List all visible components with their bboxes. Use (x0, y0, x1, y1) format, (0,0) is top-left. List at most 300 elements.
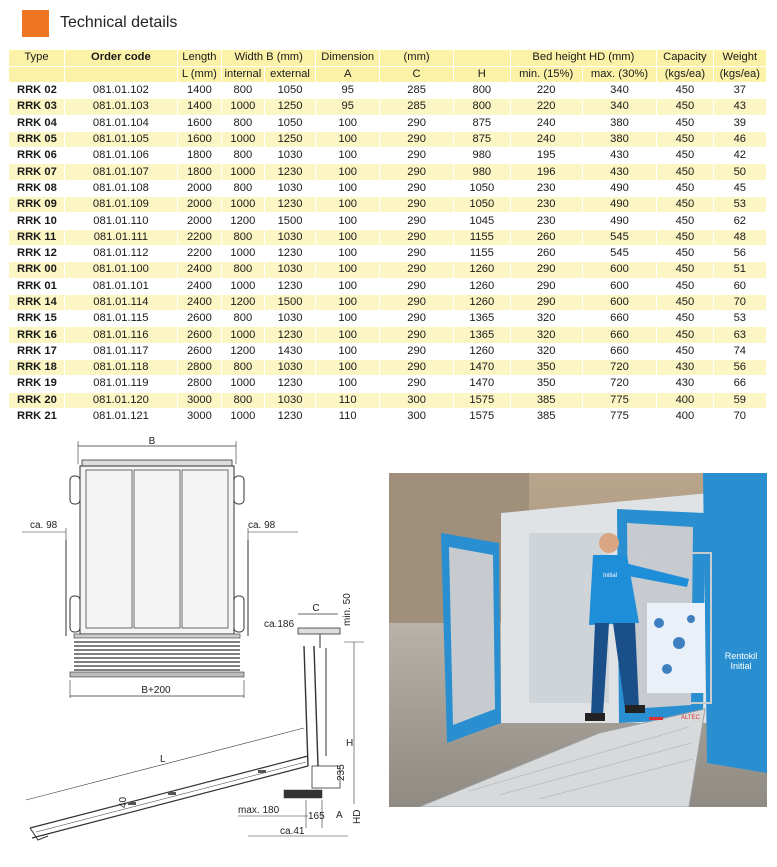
table-cell: 1250 (264, 131, 316, 147)
table-cell: 430 (657, 360, 713, 376)
table-cell: 450 (657, 164, 713, 180)
table-cell: 320 (510, 343, 582, 359)
type-cell: RRK 07 (9, 164, 65, 180)
table-cell: 775 (582, 408, 656, 424)
table-cell: 2400 (177, 278, 221, 294)
table-cell: 081.01.112 (64, 245, 177, 261)
label-ca186: ca.186 (264, 619, 295, 630)
table-cell: 450 (657, 213, 713, 229)
table-cell: 980 (454, 148, 510, 164)
table-cell: 70 (713, 408, 766, 424)
table-cell: 1230 (264, 164, 316, 180)
label-b: B (148, 436, 156, 447)
table-row (9, 262, 767, 278)
col-subheader: A (316, 66, 380, 83)
label-ca41: ca.41 (280, 826, 305, 837)
table-cell: 800 (221, 115, 264, 131)
table-cell: 081.01.100 (64, 262, 177, 278)
table-cell: 1200 (221, 213, 264, 229)
table-cell: 290 (380, 115, 454, 131)
table-cell: 450 (657, 99, 713, 115)
table-row (9, 245, 767, 261)
table-row (9, 213, 767, 229)
table-cell: 51 (713, 262, 766, 278)
table-cell: 800 (221, 311, 264, 327)
table-cell: 1030 (264, 311, 316, 327)
table-cell: 1600 (177, 115, 221, 131)
table-row (9, 343, 767, 359)
table-cell: 1030 (264, 229, 316, 245)
label-hd: HD (352, 809, 363, 824)
table-cell: 2000 (177, 197, 221, 213)
table-cell: 430 (582, 148, 656, 164)
table-cell: 300 (380, 392, 454, 408)
table-cell: 45 (713, 180, 766, 196)
table-row (9, 376, 767, 392)
table-cell: 56 (713, 245, 766, 261)
table-cell: 1000 (221, 376, 264, 392)
section-title: Technical details (60, 14, 178, 31)
table-cell: 1400 (177, 99, 221, 115)
table-cell: 100 (316, 148, 380, 164)
table-row (9, 197, 767, 213)
table-cell: 350 (510, 376, 582, 392)
table-cell: 430 (582, 164, 656, 180)
table-cell: 450 (657, 311, 713, 327)
table-cell: 290 (380, 229, 454, 245)
table-row (9, 180, 767, 196)
table-cell: 380 (582, 115, 656, 131)
table-cell: 290 (380, 327, 454, 343)
col-subheader (9, 66, 65, 83)
col-subheader: H (454, 66, 510, 83)
col-subheader: internal (221, 66, 264, 83)
table-row (9, 311, 767, 327)
table-cell: 450 (657, 327, 713, 343)
type-cell: RRK 11 (9, 229, 65, 245)
table-cell: 285 (380, 83, 454, 99)
col-header: Weight (713, 50, 766, 67)
table-cell: 1575 (454, 408, 510, 424)
table-cell: 1365 (454, 311, 510, 327)
table-cell: 1365 (454, 327, 510, 343)
table-cell: 1230 (264, 245, 316, 261)
ramp-technical-drawing (8, 436, 380, 861)
type-cell: RRK 14 (9, 294, 65, 310)
table-cell: 081.01.108 (64, 180, 177, 196)
table-cell: 2200 (177, 245, 221, 261)
label-h: H (346, 738, 354, 749)
table-cell: 1030 (264, 392, 316, 408)
table-cell: 59 (713, 392, 766, 408)
table-cell: 450 (657, 278, 713, 294)
table-row (9, 229, 767, 245)
table-cell: 1000 (221, 278, 264, 294)
table-cell: 290 (510, 262, 582, 278)
type-cell: RRK 16 (9, 327, 65, 343)
type-cell: RRK 19 (9, 376, 65, 392)
table-cell: 66 (713, 376, 766, 392)
type-cell: RRK 17 (9, 343, 65, 359)
table-cell: 1050 (454, 197, 510, 213)
table-cell: 320 (510, 311, 582, 327)
table-cell: 380 (582, 131, 656, 147)
table-cell: 74 (713, 343, 766, 359)
type-cell: RRK 05 (9, 131, 65, 147)
table-cell: 100 (316, 245, 380, 261)
table-cell: 081.01.119 (64, 376, 177, 392)
table-cell: 63 (713, 327, 766, 343)
table-cell: 1575 (454, 392, 510, 408)
table-cell: 1000 (221, 408, 264, 424)
section-header (22, 8, 177, 38)
table-cell: 081.01.109 (64, 197, 177, 213)
table-cell: 1230 (264, 278, 316, 294)
table-cell: 62 (713, 213, 766, 229)
table-cell: 110 (316, 392, 380, 408)
table-cell: 290 (380, 180, 454, 196)
table-cell: 2400 (177, 262, 221, 278)
table-cell: 230 (510, 197, 582, 213)
table-cell: 720 (582, 376, 656, 392)
col-subheader: min. (15%) (510, 66, 582, 83)
table-cell: 081.01.105 (64, 131, 177, 147)
table-cell: 875 (454, 115, 510, 131)
table-cell: 340 (582, 99, 656, 115)
table-cell: 70 (713, 294, 766, 310)
table-row (9, 278, 767, 294)
table-cell: 430 (657, 376, 713, 392)
type-cell: RRK 18 (9, 360, 65, 376)
table-cell: 1030 (264, 180, 316, 196)
table-cell: 290 (510, 294, 582, 310)
table-row (9, 83, 767, 99)
table-cell: 290 (380, 278, 454, 294)
table-row (9, 99, 767, 115)
ramp-brand: ALTEC (681, 715, 700, 721)
table-cell: 2000 (177, 213, 221, 229)
table-cell: 800 (221, 83, 264, 99)
table-cell: 081.01.107 (64, 164, 177, 180)
col-header (454, 50, 510, 67)
van-body-right (703, 473, 767, 773)
table-cell: 800 (221, 180, 264, 196)
worker-text: Initial (603, 573, 618, 579)
table-cell: 450 (657, 229, 713, 245)
table-cell: 450 (657, 245, 713, 261)
table-cell: 48 (713, 229, 766, 245)
table-cell: 53 (713, 311, 766, 327)
table-cell: 980 (454, 164, 510, 180)
table-cell: 260 (510, 229, 582, 245)
orange-accent-square (22, 10, 49, 37)
table-cell: 1260 (454, 343, 510, 359)
table-cell: 320 (510, 327, 582, 343)
table-cell: 081.01.116 (64, 327, 177, 343)
col-subheader: external (264, 66, 316, 83)
table-cell: 100 (316, 180, 380, 196)
col-header: (mm) (380, 50, 454, 67)
table-cell: 1230 (264, 197, 316, 213)
table-cell: 800 (221, 392, 264, 408)
table-cell: 1030 (264, 262, 316, 278)
type-cell: RRK 04 (9, 115, 65, 131)
label-b-plus-200: B+200 (141, 685, 171, 696)
van-ramp-photo (389, 473, 767, 807)
table-cell: 1800 (177, 164, 221, 180)
table-cell: 600 (582, 278, 656, 294)
table-cell: 545 (582, 245, 656, 261)
table-row (9, 131, 767, 147)
table-cell: 100 (316, 213, 380, 229)
table-cell: 1030 (264, 148, 316, 164)
label-min50: min. 50 (342, 593, 353, 626)
table-cell: 081.01.115 (64, 311, 177, 327)
label-ca98-left: ca. 98 (30, 520, 58, 531)
table-cell: 081.01.118 (64, 360, 177, 376)
table-cell: 385 (510, 408, 582, 424)
table-cell: 1000 (221, 245, 264, 261)
table-cell: 800 (221, 360, 264, 376)
col-header: Bed height HD (mm) (510, 50, 657, 67)
table-cell: 290 (380, 164, 454, 180)
table-cell: 800 (221, 262, 264, 278)
type-cell: RRK 15 (9, 311, 65, 327)
table-cell: 100 (316, 115, 380, 131)
table-cell: 1260 (454, 262, 510, 278)
table-cell: 110 (316, 408, 380, 424)
table-cell: 450 (657, 83, 713, 99)
table-cell: 660 (582, 343, 656, 359)
table-cell: 196 (510, 164, 582, 180)
table-cell: 600 (582, 262, 656, 278)
col-subheader: C (380, 66, 454, 83)
label-165: 165 (308, 811, 325, 822)
table-cell: 1000 (221, 197, 264, 213)
table-cell: 260 (510, 245, 582, 261)
table-cell: 081.01.111 (64, 229, 177, 245)
table-cell: 100 (316, 376, 380, 392)
table-cell: 1260 (454, 278, 510, 294)
table-cell: 1155 (454, 245, 510, 261)
type-cell: RRK 03 (9, 99, 65, 115)
table-header-row-2 (9, 66, 767, 83)
table-row (9, 392, 767, 408)
table-cell: 290 (380, 360, 454, 376)
table-cell: 800 (454, 83, 510, 99)
table-cell: 290 (380, 148, 454, 164)
table-cell: 800 (221, 148, 264, 164)
table-cell: 95 (316, 83, 380, 99)
table-cell: 290 (380, 131, 454, 147)
table-cell: 775 (582, 392, 656, 408)
type-cell: RRK 06 (9, 148, 65, 164)
table-row (9, 327, 767, 343)
table-cell: 100 (316, 131, 380, 147)
label-40: 40 (118, 796, 129, 808)
table-row (9, 148, 767, 164)
table-cell: 60 (713, 278, 766, 294)
table-cell: 100 (316, 197, 380, 213)
table-cell: 1230 (264, 327, 316, 343)
table-header-row-1 (9, 50, 767, 67)
col-header: Length (177, 50, 221, 67)
table-cell: 1470 (454, 360, 510, 376)
table-cell: 1500 (264, 294, 316, 310)
table-cell: 100 (316, 278, 380, 294)
table-body (9, 83, 767, 425)
table-cell: 100 (316, 327, 380, 343)
label-l: L (160, 754, 166, 765)
table-cell: 720 (582, 360, 656, 376)
table-cell: 081.01.110 (64, 213, 177, 229)
table-cell: 1000 (221, 131, 264, 147)
col-header: Width B (mm) (221, 50, 315, 67)
table-cell: 1600 (177, 131, 221, 147)
table-cell: 290 (380, 294, 454, 310)
table-cell: 56 (713, 360, 766, 376)
type-cell: RRK 01 (9, 278, 65, 294)
table-row (9, 294, 767, 310)
table-cell: 3000 (177, 392, 221, 408)
table-cell: 490 (582, 197, 656, 213)
table-cell: 2800 (177, 376, 221, 392)
table-cell: 100 (316, 294, 380, 310)
type-cell: RRK 09 (9, 197, 65, 213)
table-cell: 490 (582, 213, 656, 229)
table-cell: 100 (316, 229, 380, 245)
table-cell: 50 (713, 164, 766, 180)
table-row (9, 164, 767, 180)
table-cell: 1000 (221, 99, 264, 115)
table-cell: 450 (657, 180, 713, 196)
table-cell: 100 (316, 164, 380, 180)
table-cell: 100 (316, 343, 380, 359)
van-text-initial: Initial (730, 661, 752, 671)
table-cell: 450 (657, 148, 713, 164)
table-cell: 1000 (221, 327, 264, 343)
table-cell: 1045 (454, 213, 510, 229)
col-subheader (64, 66, 177, 83)
table-cell: 290 (380, 197, 454, 213)
table-cell: 1430 (264, 343, 316, 359)
col-header: Dimension (316, 50, 380, 67)
table-cell: 100 (316, 262, 380, 278)
table-cell: 2600 (177, 327, 221, 343)
table-cell: 081.01.106 (64, 148, 177, 164)
table-cell: 95 (316, 99, 380, 115)
type-cell: RRK 08 (9, 180, 65, 196)
label-235: 235 (336, 764, 347, 781)
table-cell: 1230 (264, 408, 316, 424)
table-cell: 290 (380, 343, 454, 359)
table-cell: 1200 (221, 294, 264, 310)
type-cell: RRK 21 (9, 408, 65, 424)
table-cell: 081.01.102 (64, 83, 177, 99)
table-cell: 2800 (177, 360, 221, 376)
table-cell: 195 (510, 148, 582, 164)
table-cell: 1470 (454, 376, 510, 392)
table-cell: 290 (380, 311, 454, 327)
table-cell: 450 (657, 131, 713, 147)
table-cell: 42 (713, 148, 766, 164)
table-cell: 1155 (454, 229, 510, 245)
table-cell: 660 (582, 327, 656, 343)
table-cell: 800 (454, 99, 510, 115)
table-row (9, 408, 767, 424)
col-header: Type (9, 50, 65, 67)
van-text-rentokil: Rentokil (724, 651, 758, 661)
table-cell: 290 (380, 262, 454, 278)
label-c: C (312, 603, 320, 614)
table-cell: 450 (657, 294, 713, 310)
col-subheader: L (mm) (177, 66, 221, 83)
table-cell: 300 (380, 408, 454, 424)
table-cell: 230 (510, 213, 582, 229)
table-cell: 290 (510, 278, 582, 294)
table-cell: 1200 (221, 343, 264, 359)
table-cell: 081.01.120 (64, 392, 177, 408)
table-cell: 2600 (177, 311, 221, 327)
table-cell: 450 (657, 262, 713, 278)
table-cell: 3000 (177, 408, 221, 424)
table-cell: 290 (380, 245, 454, 261)
table-cell: 1230 (264, 376, 316, 392)
table-cell: 2600 (177, 343, 221, 359)
table-cell: 1050 (264, 83, 316, 99)
table-cell: 1030 (264, 360, 316, 376)
table-cell: 875 (454, 131, 510, 147)
col-subheader: max. (30%) (582, 66, 656, 83)
table-cell: 385 (510, 392, 582, 408)
table-cell: 2400 (177, 294, 221, 310)
table-cell: 43 (713, 99, 766, 115)
table-cell: 100 (316, 360, 380, 376)
type-cell: RRK 02 (9, 83, 65, 99)
table-cell: 1500 (264, 213, 316, 229)
label-max180: max. 180 (238, 805, 280, 816)
type-cell: RRK 20 (9, 392, 65, 408)
col-subheader: (kgs/ea) (657, 66, 713, 83)
table-cell: 081.01.117 (64, 343, 177, 359)
table-cell: 081.01.104 (64, 115, 177, 131)
table-cell: 450 (657, 197, 713, 213)
table-cell: 220 (510, 83, 582, 99)
label-ca98-right: ca. 98 (248, 520, 276, 531)
label-a: A (336, 810, 343, 821)
table-cell: 1050 (454, 180, 510, 196)
table-cell: 450 (657, 343, 713, 359)
table-cell: 545 (582, 229, 656, 245)
table-cell: 081.01.114 (64, 294, 177, 310)
table-cell: 350 (510, 360, 582, 376)
table-cell: 240 (510, 131, 582, 147)
table-cell: 1800 (177, 148, 221, 164)
col-subheader: (kgs/ea) (713, 66, 766, 83)
table-cell: 450 (657, 115, 713, 131)
table-cell: 290 (380, 376, 454, 392)
col-header: Capacity (657, 50, 713, 67)
table-cell: 2000 (177, 180, 221, 196)
table-cell: 081.01.121 (64, 408, 177, 424)
table-cell: 290 (380, 213, 454, 229)
table-cell: 081.01.103 (64, 99, 177, 115)
type-cell: RRK 12 (9, 245, 65, 261)
type-cell: RRK 10 (9, 213, 65, 229)
table-cell: 240 (510, 115, 582, 131)
table-cell: 340 (582, 83, 656, 99)
table-row (9, 115, 767, 131)
